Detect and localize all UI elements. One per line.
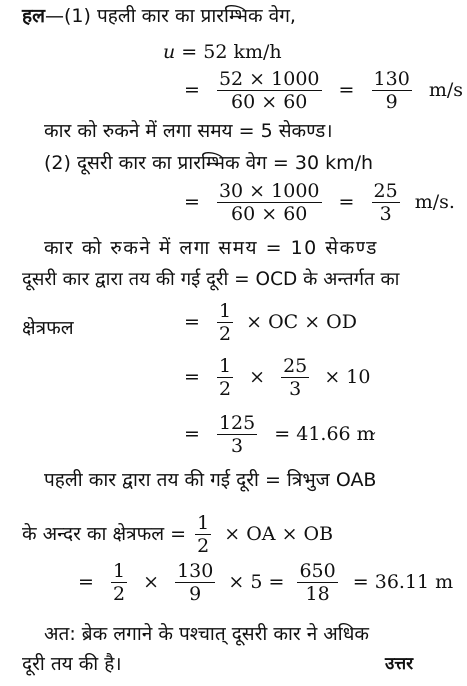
fraction-half (111, 560, 127, 605)
oc-od-product: × OC × OD (246, 311, 357, 333)
inside-area-line (22, 512, 333, 557)
equals-sign: = (338, 79, 355, 101)
velocity2-conversion (176, 180, 455, 225)
denominator: 3 (231, 435, 244, 457)
denominator: 3 (379, 203, 392, 225)
u-value: = 52 km/h (181, 41, 282, 63)
fraction-130-9 (372, 68, 412, 113)
denominator: 2 (218, 323, 232, 345)
distance2-line: दूसरी कार द्वारा तय की गई दूरी = OCD के अन्तर्गत का (22, 269, 400, 290)
denominator: 2 (218, 378, 232, 400)
solution-heading-line (22, 4, 296, 28)
denominator: 2 (197, 535, 210, 557)
result-36-11: = 36.11 m (352, 571, 454, 593)
fraction-25-3 (281, 355, 309, 400)
equals-sign: = (184, 311, 200, 333)
part1-label: (1) पहली कार का प्रारम्भिक वेग, (63, 5, 296, 27)
velocity1-conversion (176, 68, 463, 113)
equals-sign: = (338, 191, 355, 213)
conclusion-line-2: दूरी तय की है। (22, 653, 122, 675)
fraction-half (217, 300, 233, 345)
distance1-line: पहली कार द्वारा तय की गई दूरी = त्रिभुज OAB (44, 469, 377, 491)
fraction-650-18 (297, 560, 337, 605)
numerator: 25 (283, 355, 308, 377)
inside-area-label: के अन्दर का क्षेत्रफल = (22, 523, 187, 545)
numerator: 130 (373, 68, 410, 90)
numerator: 25 (373, 180, 398, 202)
stop-time-1: कार को रुकने में लगा समय = 5 सेकण्ड। (44, 120, 333, 142)
numerator: 130 (177, 560, 214, 582)
times-five: × 5 = (228, 571, 285, 593)
numerator: 52 × 1000 (218, 68, 320, 90)
times-sign: × (249, 366, 266, 388)
area-substitution (176, 355, 370, 400)
denominator: 18 (305, 583, 330, 605)
unit-ms: m/s (428, 79, 463, 101)
numerator: 125 (218, 412, 256, 434)
fraction-half (217, 355, 233, 400)
numerator: 650 (299, 560, 336, 582)
oa-ob-product: × OA × OB (224, 523, 334, 545)
numerator: 1 (218, 300, 232, 322)
fraction-25-3 (372, 180, 400, 225)
conclusion-line-1: अत: ब्रेक लगाने के पश्चात् दूसरी कार ने अधिक (44, 623, 369, 645)
equals-sign: = (184, 191, 200, 213)
numerator: 30 × 1000 (218, 180, 320, 202)
denominator: 9 (189, 583, 202, 605)
equals-sign: = (184, 366, 200, 388)
area1-calculation (78, 560, 453, 605)
numerator: 1 (218, 355, 232, 377)
equals-sign: = (184, 423, 200, 445)
fraction-half (195, 512, 211, 557)
numerator: 1 (112, 560, 126, 582)
fraction-125-3 (217, 412, 257, 457)
fraction-130-9 (175, 560, 215, 605)
denominator: 60 × 60 (231, 91, 308, 113)
area-formula (176, 300, 357, 345)
solution-label: हल (22, 5, 45, 27)
denominator: 9 (385, 91, 398, 113)
denominator: 3 (289, 378, 302, 400)
part2-velocity: (2) दूसरी कार का प्रारम्भिक वेग = 30 km/h (44, 152, 374, 174)
times-sign: × (143, 571, 160, 593)
area-word: क्षेत्रफल (22, 317, 74, 339)
stop-time-2: कार को रुकने में लगा समय = 10 सेकण्ड (44, 237, 378, 259)
equals-sign: = (184, 79, 200, 101)
area-result (176, 412, 375, 457)
equals-sign: = (78, 571, 94, 593)
denominator: 2 (112, 583, 126, 605)
result-41-66: = 41.66 m (274, 423, 375, 445)
unit-ms: m/s. (414, 191, 455, 213)
numerator: 1 (197, 512, 210, 534)
denominator: 60 × 60 (231, 203, 308, 225)
dash: — (44, 5, 64, 27)
fraction-52000-3600 (217, 68, 322, 113)
fraction-30000-3600 (217, 180, 322, 225)
answer-label: उत्तर (385, 654, 414, 674)
u-line (163, 40, 282, 64)
times-ten: × 10 (324, 366, 371, 388)
u-symbol: u (163, 41, 176, 63)
